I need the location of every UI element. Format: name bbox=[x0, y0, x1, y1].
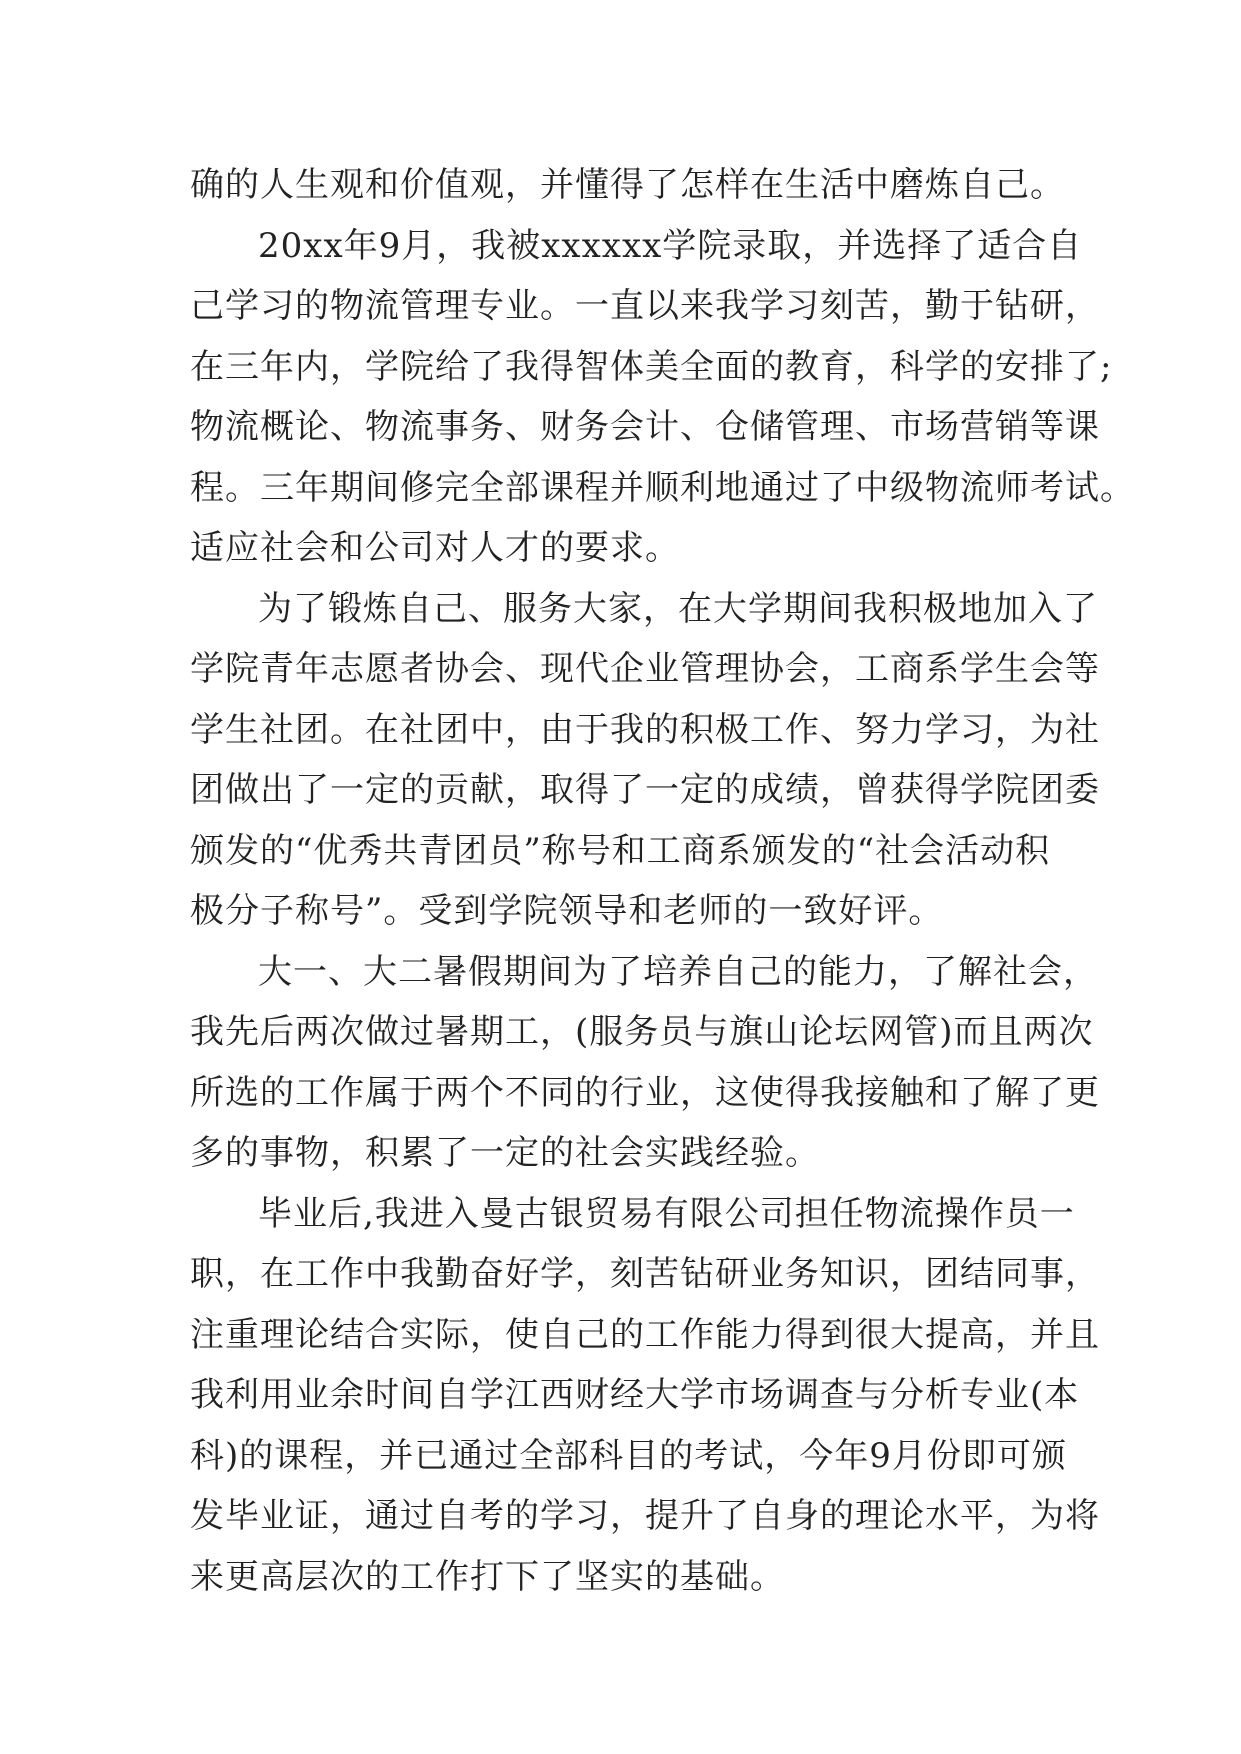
text-line: 学院青年志愿者协会、现代企业管理协会，工商系学生会等 bbox=[190, 649, 1100, 689]
text-line: 己学习的物流管理专业。一直以来我学习刻苦，勤于钻研， bbox=[190, 286, 1100, 326]
paragraph-start-line: 20xx年9月，我被xxxxxx学院录取，并选择了适合自 bbox=[258, 225, 1083, 266]
text-line: 来更高层次的工作打下了坚实的基础。 bbox=[190, 1556, 785, 1597]
paragraph-start-line: 毕业后,我进入曼古银贸易有限公司担任物流操作员一 bbox=[258, 1193, 1075, 1234]
text-line: 我利用业余时间自学江西财经大学市场调查与分析专业(本 bbox=[190, 1375, 1080, 1415]
text-line: 团做出了一定的贡献，取得了一定的成绩，曾获得学院团委 bbox=[190, 770, 1100, 810]
text-line: 在三年内，学院给了我得智体美全面的教育，科学的安排了; bbox=[190, 346, 1113, 387]
text-line: 学生社团。在社团中，由于我的积极工作、努力学习，为社 bbox=[190, 709, 1100, 750]
text-line: 科)的课程，并已通过全部科目的考试，今年9月份即可颁 bbox=[190, 1435, 1067, 1476]
text-line: 多的事物，积累了一定的社会实践经验。 bbox=[190, 1133, 820, 1173]
text-line: 颁发的“优秀共青团员”称号和工商系颁发的“社会活动积 bbox=[190, 830, 1051, 871]
text-line: 极分子称号”。受到学院领导和老师的一致好评。 bbox=[190, 891, 944, 931]
text-line: 所选的工作属于两个不同的行业，这使得我接触和了解了更 bbox=[190, 1072, 1100, 1113]
text-line: 我先后两次做过暑期工，(服务员与旗山论坛网管)而且两次 bbox=[190, 1012, 1094, 1052]
text-line: 确的人生观和价值观，并懂得了怎样在生活中磨炼自己。 bbox=[190, 165, 1065, 205]
text-line: 适应社会和公司对人才的要求。 bbox=[190, 528, 680, 568]
paragraph-start-line: 为了锻炼自己、服务大家，在大学期间我积极地加入了 bbox=[258, 588, 1098, 629]
text-line: 职，在工作中我勤奋好学，刻苦钻研业务知识，团结同事， bbox=[190, 1254, 1100, 1294]
paragraph-start-line: 大一、大二暑假期间为了培养自己的能力，了解社会， bbox=[258, 951, 1098, 992]
text-line: 注重理论结合实际，使自己的工作能力得到很大提高，并且 bbox=[190, 1314, 1100, 1355]
text-line: 物流概论、物流事务、财务会计、仓储管理、市场营销等课 bbox=[190, 407, 1100, 447]
text-line: 程。三年期间修完全部课程并顺利地通过了中级物流师考试。 bbox=[190, 467, 1135, 508]
document-body bbox=[190, 155, 1135, 1607]
text-line: 发毕业证，通过自考的学习，提升了自身的理论水平，为将 bbox=[190, 1496, 1100, 1536]
